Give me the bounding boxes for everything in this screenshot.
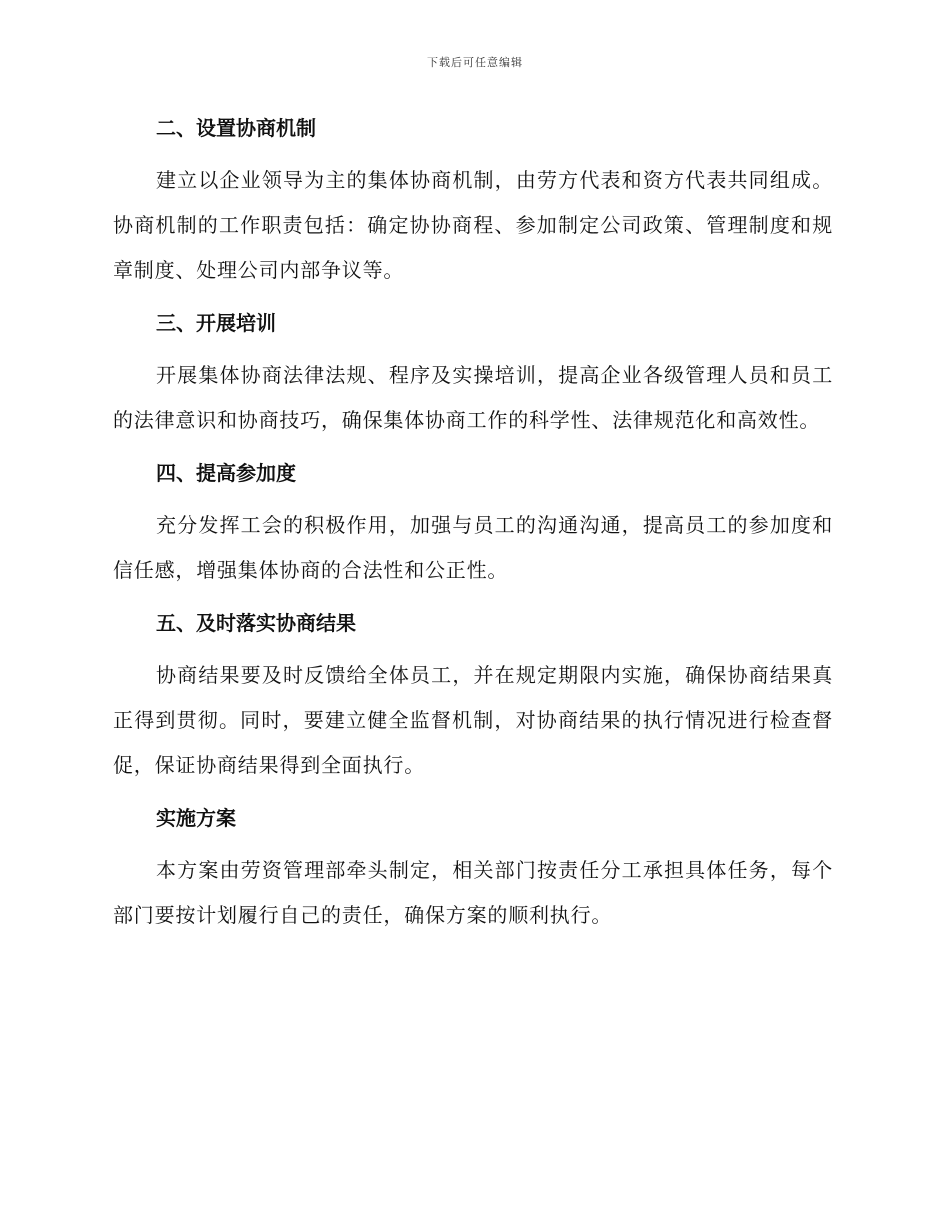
section-heading: 实施方案 [156,806,236,830]
section-heading: 二、设置协商机制 [156,116,316,140]
section-paragraph: 建立以企业领导为主的集体协商机制，由劳方代表和资方代表共同组成。协商机制的工作职责包括：确定协协商程、参加制定公司政策、管理制度和规章制度、处理公司内部争议等。 [113,168,833,282]
section-heading: 五、及时落实协商结果 [156,611,356,635]
section-heading: 四、提高参加度 [156,461,296,485]
section-paragraph: 协商结果要及时反馈给全体员工，并在规定期限内实施，确保协商结果真正得到贯彻。同时，要建立健全监督机制，对协商结果的执行情况进行检查督促，保证协商结果得到全面执行。 [113,663,833,777]
section-heading: 三、开展培训 [156,311,276,335]
page-header-note: 下载后可任意编辑 [427,56,523,69]
section-paragraph: 充分发挥工会的积极作用，加强与员工的沟通沟通，提高员工的参加度和信任感，增强集体协商的合法性和公正性。 [113,513,833,582]
document-content [113,113,833,953]
section-paragraph: 开展集体协商法律法规、程序及实操培训，提高企业各级管理人员和员工的法律意识和协商技巧，确保集体协商工作的科学性、法律规范化和高效性。 [113,363,833,432]
section-paragraph: 本方案由劳资管理部牵头制定，相关部门按责任分工承担具体任务，每个部门要按计划履行自己的责任，确保方案的顺利执行。 [113,858,833,927]
